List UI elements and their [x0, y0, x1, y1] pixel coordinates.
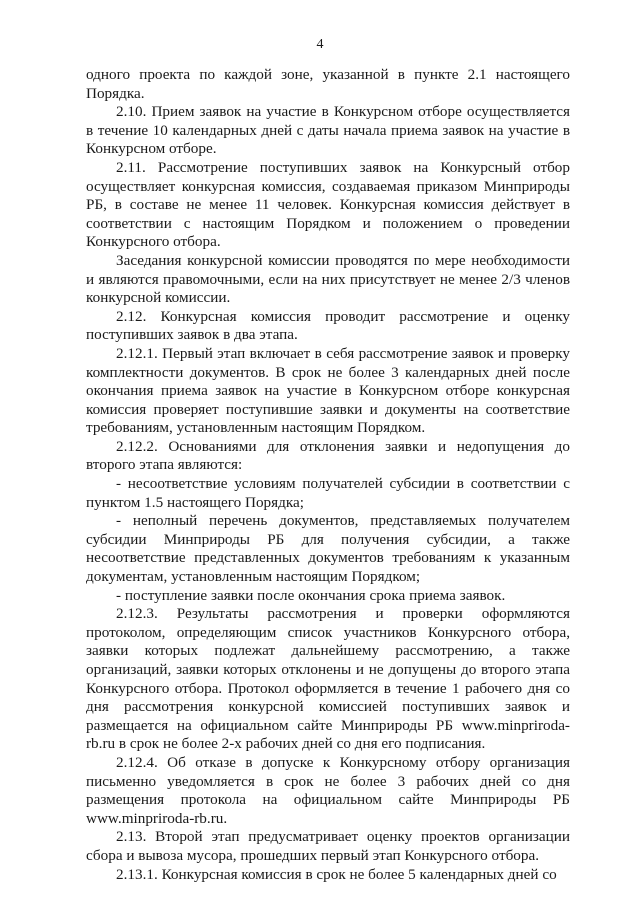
paragraph-2-12-4: 2.12.4. Об отказе в допуске к Конкурсному отбору организация письменно уведомляется в срок не более 3 рабочих дней со дня размещения протокола на официальном сайте Минприроды РБ www.minpriroda-rb.ru. [86, 753, 570, 827]
paragraph-commission-meetings: Заседания конкурсной комиссии проводятся по мере необходимости и являются правомочными, если на них присутствует не менее 2/3 членов конкурсной комиссии. [86, 251, 570, 307]
list-item-rejection-reason: - неполный перечень документов, представляемых получателем субсидии Минприроды РБ для получения субсидии, а также несоответствие представленных документов требованиям к указанным документам, установленным настоящим Порядком; [86, 512, 570, 586]
paragraph-2-12-2: 2.12.2. Основаниями для отклонения заявки и недопущения до второго этапа являются: [86, 437, 570, 474]
paragraph-2-12-1: 2.12.1. Первый этап включает в себя рассмотрение заявок и проверку комплектности документов. В срок не более 3 календарных дней после окончания приема заявок на участие в Конкурсном отборе конкурсная комиссия проверяет поступившие заявки и документы на соответствие требованиям, установленным настоящим Порядком. [86, 344, 570, 437]
paragraph-continuation: одного проекта по каждой зоне, указанной в пункте 2.1 настоящего Порядка. [86, 66, 570, 102]
list-item-rejection-reason: - несоответствие условиям получателей субсидии в соответствии с пунктом 1.5 настоящего Порядка; [86, 475, 570, 511]
paragraph-2-13: 2.13. Второй этап предусматривает оценку проектов организации сбора и вывоза мусора, прошедших первый этап Конкурсного отбора. [86, 828, 570, 864]
document-body [86, 66, 570, 884]
paragraph-2-13-1: 2.13.1. Конкурсная комиссия в срок не более 5 календарных дней со [116, 865, 557, 883]
list-item-rejection-reason: - поступление заявки после окончания срока приема заявок. [116, 586, 506, 604]
paragraph-2-12: 2.12. Конкурсная комиссия проводит рассмотрение и оценку поступивших заявок в два этапа. [86, 307, 570, 344]
paragraph-2-10: 2.10. Прием заявок на участие в Конкурсном отборе осуществляется в течение 10 календарных дней с даты начала приема заявок на участие в Конкурсном отборе. [86, 103, 570, 158]
paragraph-2-12-3: 2.12.3. Результаты рассмотрения и проверки оформляются протоколом, определяющим список участников Конкурсного отбора, заявки которых подлежат дальнейшему рассмотрению, а также организаций, заявки которых отклонены и не допущены до второго этапа Конкурсного отбора. Протокол оформляется в течение 1 рабочего дня со дня рассмотрения конкурсной комиссией поступивших заявок и размещается на официальном сайте Минприроды РБ www.minpriroda-rb.ru в срок не более 2-х рабочих дней со дня его подписания. [86, 605, 570, 753]
paragraph-2-11: 2.11. Рассмотрение поступивших заявок на Конкурсный отбор осуществляет конкурсная комиссия, создаваемая приказом Минприроды РБ, в составе не менее 11 человек. Конкурсная комиссия действует в соответствии с настоящим Порядком и положением о проведении Конкурсного отбора. [86, 158, 570, 251]
page-number: 4 [316, 37, 324, 52]
